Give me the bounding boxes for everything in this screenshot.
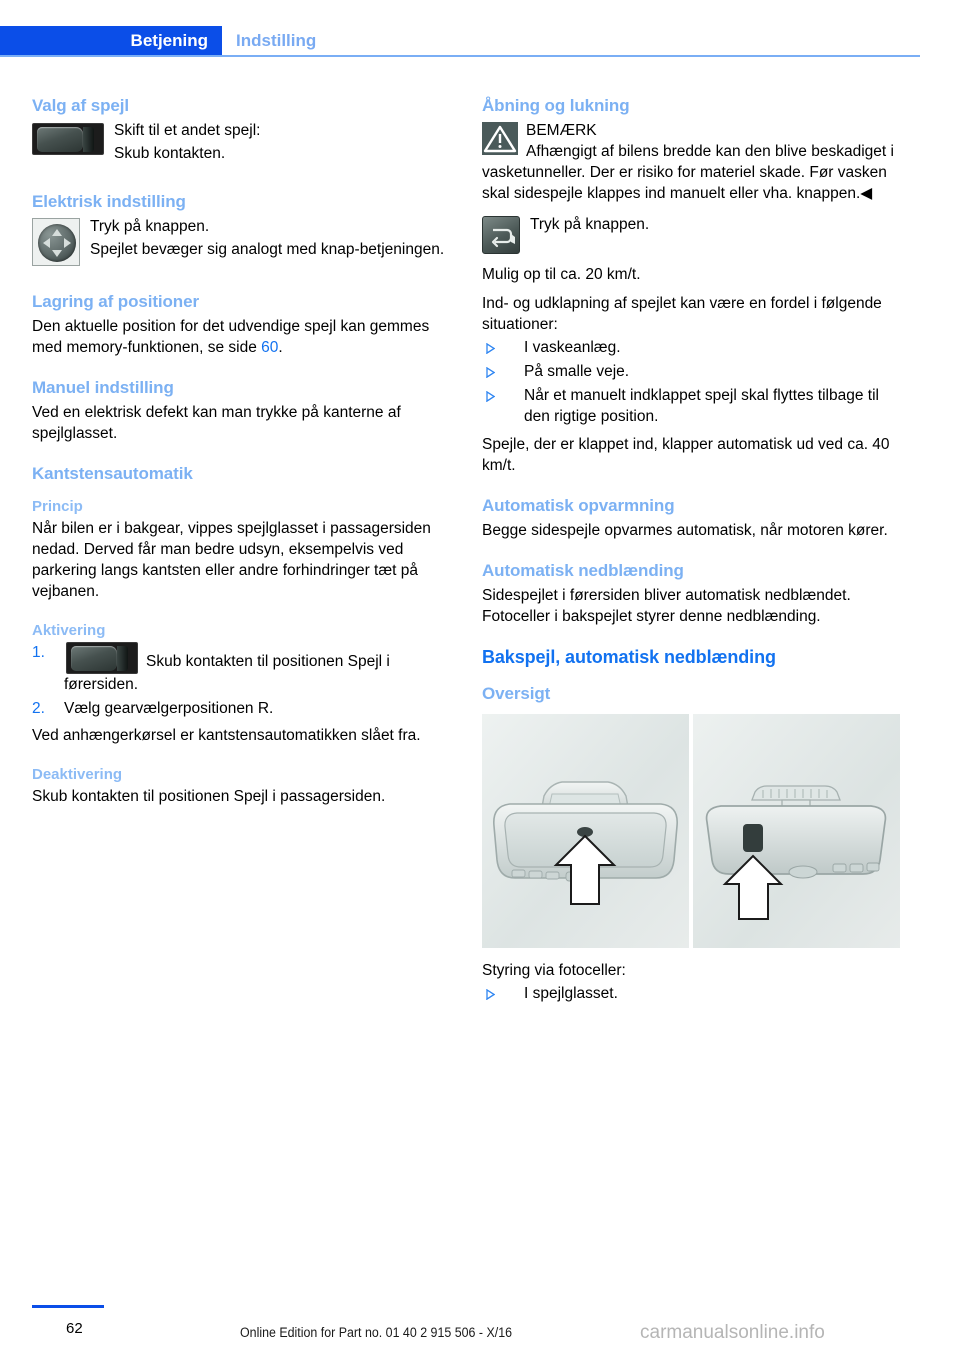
triangle-bullet-icon bbox=[486, 367, 494, 377]
note-text: Afhængigt af bilens bredde kan den blive beskadiget i vasketunneller. Der er risiko for materiel skade. Før vasken skal sidespejle klappes ind manuelt eller vha. knappen.◀ bbox=[482, 143, 894, 202]
nedblaending-text: Sidespejlet i førersiden bliver automatisk nedblændet. Fotoceller i bakspejlet styrer denne nedblænding. bbox=[482, 587, 851, 625]
bullet-text: Når et manuelt indklappet spejl skal flyttes tilbage til den rigtige position. bbox=[524, 387, 879, 425]
heading-abning-og-lukning: Åbning og lukning bbox=[482, 96, 630, 115]
deaktivering-text: Skub kontakten til positionen Spejl i passagersiden. bbox=[32, 788, 386, 805]
princip-text: Når bilen er i bakgear, vippes spejlglasset i passagersiden nedad. Derved får man bedre udsyn, eksempelvis ved parkering langs kantsten eller andre forhindringer tæt på vejbanen. bbox=[32, 520, 431, 600]
list-item bbox=[482, 983, 902, 1004]
note-bemaerk bbox=[482, 120, 902, 204]
four-way-joystick-icon bbox=[32, 218, 80, 266]
heading-automatisk-nedblaending: Automatisk nedblænding bbox=[482, 561, 684, 580]
mirror-select-switch-icon bbox=[32, 123, 104, 155]
heading-princip: Princip bbox=[32, 498, 83, 515]
left-column bbox=[32, 96, 452, 809]
fold-button-text: Tryk på knappen. bbox=[530, 216, 650, 233]
elektrisk-line-2: Spejlet bevæger sig analogt med knap-betjeningen. bbox=[90, 241, 445, 258]
heading-lagring-af-positioner: Lagring af positioner bbox=[32, 292, 199, 311]
triangle-bullet-icon bbox=[486, 343, 494, 353]
abning-p2: Ind- og udklapning af spejlet kan være en fordel i følgende situationer: bbox=[482, 295, 882, 333]
header-divider bbox=[0, 55, 920, 57]
opvarmning-text: Begge sidespejle opvarmes automatisk, når motoren kører. bbox=[482, 522, 888, 539]
list-item bbox=[32, 698, 452, 719]
step-text: Skub kontakten til positionen Spejl i førersiden. bbox=[64, 653, 390, 693]
elektrisk-line-1: Tryk på knappen. bbox=[90, 218, 210, 235]
heading-valg-af-spejl: Valg af spejl bbox=[32, 96, 129, 115]
heading-kantstensautomatik: Kantstensautomatik bbox=[32, 464, 193, 483]
abning-p1: Mulig op til ca. 20 km/t. bbox=[482, 266, 641, 283]
page-reference-link[interactable]: 60 bbox=[261, 339, 279, 356]
list-item bbox=[32, 642, 452, 695]
tab-indstilling[interactable]: Indstilling bbox=[236, 31, 317, 50]
step-text: Vælg gearvælgerpositionen R. bbox=[64, 700, 274, 717]
warning-triangle-icon bbox=[482, 122, 518, 155]
step-number: 2. bbox=[32, 700, 45, 717]
bullet-text: I spejlglasset. bbox=[524, 985, 618, 1002]
abning-p3: Spejle, der er klappet ind, klapper automatisk ud ved ca. 40 km/t. bbox=[482, 436, 890, 474]
heading-automatisk-opvarmning: Automatisk opvarmning bbox=[482, 496, 675, 515]
bullet-text: På smalle veje. bbox=[524, 363, 630, 380]
heading-bakspejl-automatisk-nedblaending: Bakspejl, automatisk nedblænding bbox=[482, 647, 776, 667]
valg-af-spejl-row bbox=[32, 120, 452, 166]
right-column bbox=[482, 96, 902, 1007]
abning-bullets bbox=[482, 337, 902, 427]
edition-notice: Online Edition for Part no. 01 40 2 915 506 - X/16 bbox=[240, 1325, 513, 1340]
page-number: 62 bbox=[66, 1320, 83, 1337]
mirror-fold-glyph bbox=[483, 217, 521, 255]
valg-line-2: Skub kontakten. bbox=[114, 145, 226, 162]
figure-caption: Styring via fotoceller: bbox=[482, 962, 626, 979]
rearview-mirror-photocell-rear-image bbox=[693, 714, 900, 948]
elektrisk-indstilling-row bbox=[32, 216, 452, 266]
triangle-bullet-icon bbox=[486, 989, 494, 999]
warning-triangle-glyph bbox=[482, 122, 518, 155]
aktivering-after-text: Ved anhængerkørsel er kantstensautomatikken slået fra. bbox=[32, 727, 421, 744]
manuel-text: Ved en elektrisk defekt kan man trykke på kanterne af spejlglasset. bbox=[32, 404, 401, 442]
step-number: 1. bbox=[32, 644, 45, 661]
rearview-mirror-photocell-front-image bbox=[482, 714, 689, 948]
bullet-text: I vaskeanlæg. bbox=[524, 339, 621, 356]
fold-button-row bbox=[482, 214, 902, 254]
heading-oversigt: Oversigt bbox=[482, 684, 551, 703]
triangle-bullet-icon bbox=[486, 391, 494, 401]
note-label: BEMÆRK bbox=[526, 122, 597, 139]
list-item bbox=[482, 337, 902, 358]
oversigt-bullets bbox=[482, 983, 902, 1004]
mirror-fold-button-icon bbox=[482, 216, 520, 254]
heading-manuel-indstilling: Manuel indstilling bbox=[32, 378, 174, 397]
lagring-text-after: . bbox=[278, 339, 283, 356]
footer-divider bbox=[32, 1305, 104, 1308]
list-item bbox=[482, 385, 902, 427]
lagring-text-before: Den aktuelle position for det udvendige spejl kan gemmes med memory-funktionen, se side bbox=[32, 318, 430, 356]
heading-elektrisk-indstilling: Elektrisk indstilling bbox=[32, 192, 186, 211]
page-header bbox=[0, 26, 960, 56]
mirror-select-switch-icon bbox=[66, 642, 138, 674]
site-watermark: carmanualsonline.info bbox=[640, 1322, 825, 1343]
mirror-overview-figure bbox=[482, 714, 900, 948]
valg-line-1: Skift til et andet spejl: bbox=[114, 122, 261, 139]
aktivering-steps bbox=[32, 642, 452, 719]
list-item bbox=[482, 361, 902, 382]
tab-betjening[interactable]: Betjening bbox=[0, 26, 222, 56]
heading-deaktivering: Deaktivering bbox=[32, 766, 123, 783]
heading-aktivering: Aktivering bbox=[32, 622, 106, 639]
lagring-text bbox=[32, 316, 452, 358]
